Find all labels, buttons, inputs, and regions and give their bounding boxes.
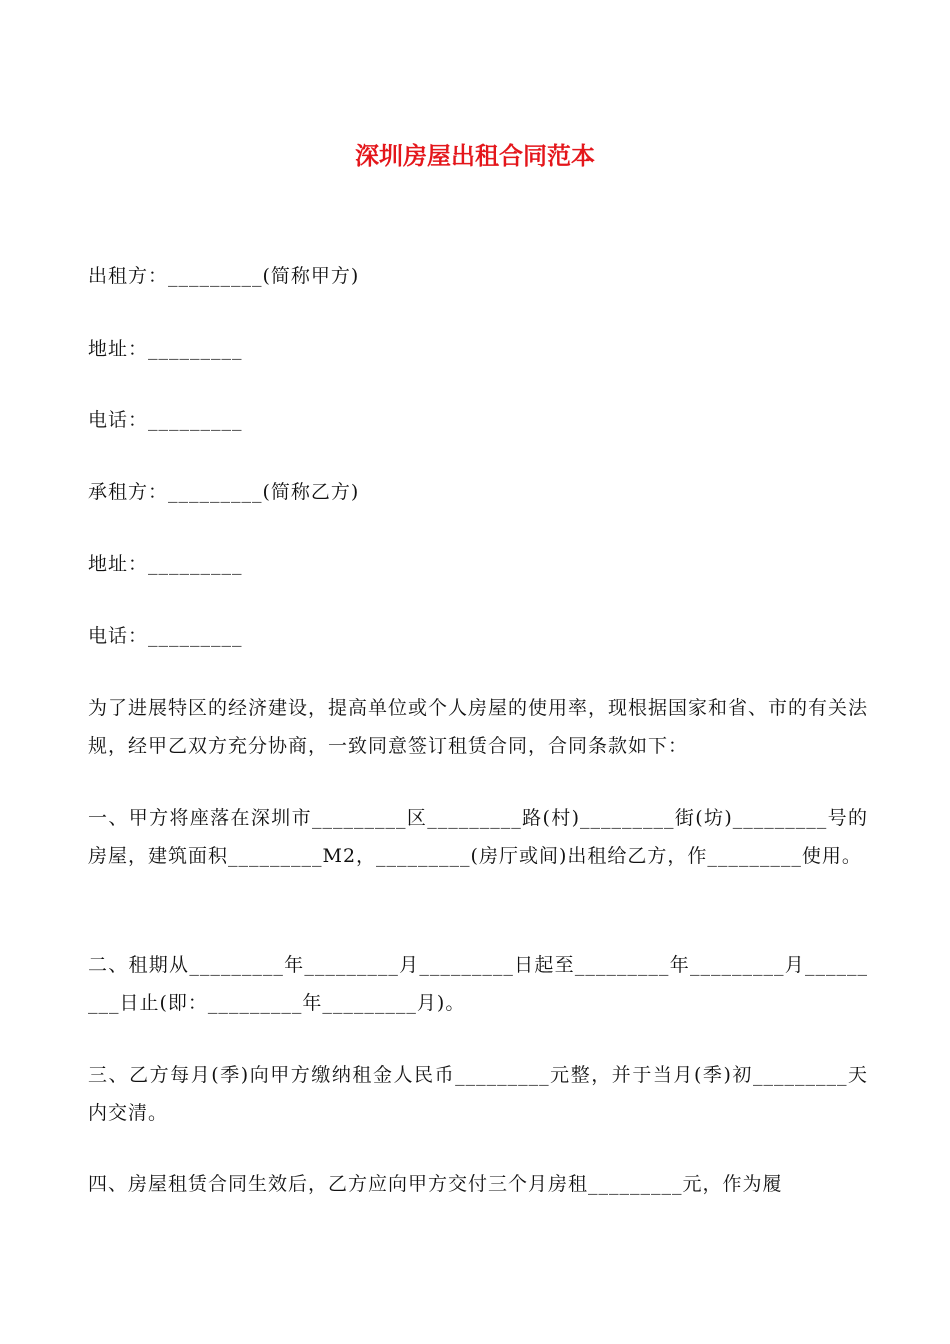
lessee-line: 承租方：_________(简称乙方) (88, 481, 360, 503)
lessee-phone-line: 电话：_________ (88, 625, 243, 647)
lessor-address-line: 地址：_________ (88, 338, 243, 360)
document-title: 深圳房屋出租合同范本 (355, 142, 595, 170)
lessee-address-line: 地址：_________ (88, 553, 243, 575)
clause-3-paragraph: 三、乙方每月(季)向甲方缴纳租金人民币_________元整，并于当月(季)初_________天内交清。 (88, 1064, 868, 1124)
clause-4-paragraph: 四、房屋租赁合同生效后，乙方应向甲方交付三个月房租_________元，作为履 (88, 1173, 783, 1195)
preamble-paragraph: 为了进展特区的经济建设，提高单位或个人房屋的使用率，现根据国家和省、市的有关法规，经甲乙双方充分协商，一致同意签订租赁合同，合同条款如下： (88, 697, 869, 757)
clause-1-paragraph: 一、甲方将座落在深圳市_________区_________路(村)_________街(坊)_________号的房屋，建筑面积_________M2，_________(房厅或间)出租给乙方，作_________使用。 (88, 807, 868, 867)
lessor-line: 出租方：_________(简称甲方) (88, 265, 360, 287)
clause-2-paragraph: 二、租期从_________年_________月_________日起至_________年_________月_________日止(即：_________年_________月)。 (88, 954, 868, 1014)
lessor-phone-line: 电话：_________ (88, 409, 243, 431)
